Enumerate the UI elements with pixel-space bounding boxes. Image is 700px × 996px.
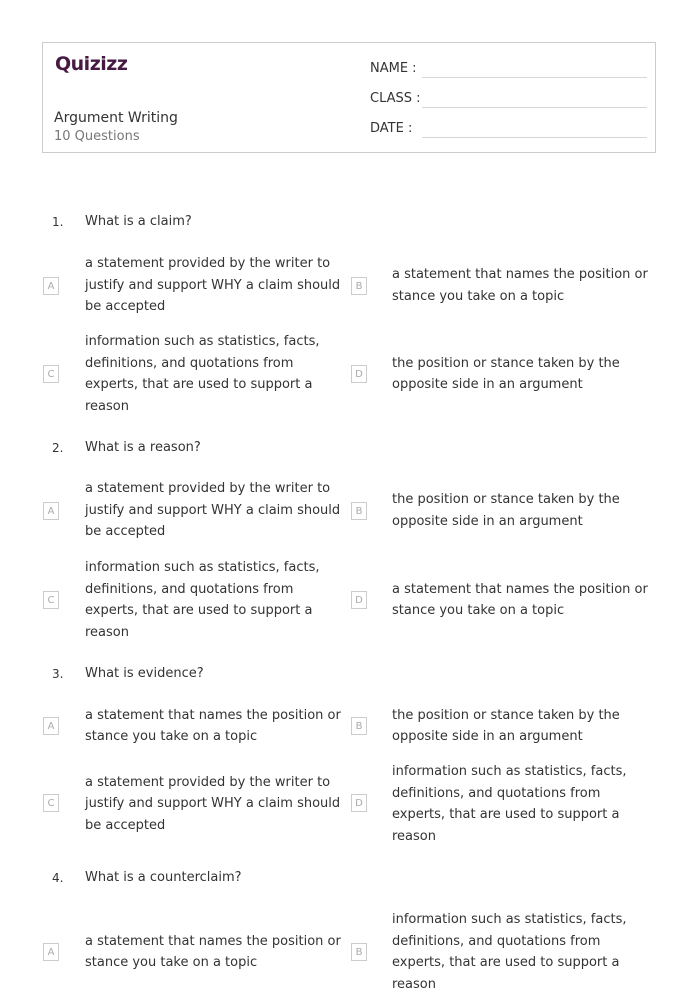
- class-label: CLASS :: [370, 91, 421, 106]
- name-field[interactable]: [370, 61, 647, 81]
- option-text: a statement that names the position or stance you take on a topic: [85, 933, 341, 970]
- option-text: a statement provided by the writer to justify and support WHY a claim should be accepted: [85, 481, 341, 540]
- option-letter[interactable]: B: [351, 277, 367, 295]
- option-letter[interactable]: C: [43, 794, 59, 812]
- question-number: 4.: [52, 871, 64, 885]
- class-field[interactable]: [370, 91, 647, 111]
- question-number: 1.: [52, 215, 64, 229]
- option-text: a statement provided by the writer to justify and support WHY a claim should be accepted: [85, 774, 341, 833]
- option-letter[interactable]: B: [351, 943, 367, 961]
- option-letter[interactable]: A: [43, 277, 59, 295]
- question-number: 3.: [52, 667, 64, 681]
- option-text: a statement that names the position or stance you take on a topic: [85, 707, 341, 744]
- worksheet-title: Argument Writing: [54, 110, 178, 126]
- name-label: NAME :: [370, 61, 417, 76]
- option-text: the position or stance taken by the opposite side in an argument: [392, 355, 620, 392]
- worksheet-header: [42, 42, 656, 153]
- question-text: What is a reason?: [85, 440, 201, 455]
- option-letter[interactable]: D: [351, 365, 367, 383]
- date-field[interactable]: [370, 121, 647, 141]
- class-line: [422, 107, 647, 108]
- date-label: DATE :: [370, 121, 413, 136]
- option-text: information such as statistics, facts, definitions, and quotations from experts, that are used to support a reason: [392, 764, 627, 844]
- option-letter[interactable]: B: [351, 502, 367, 520]
- question-text: What is a counterclaim?: [85, 870, 242, 885]
- option-letter[interactable]: C: [43, 365, 59, 383]
- option-letter[interactable]: B: [351, 717, 367, 735]
- option-letter[interactable]: D: [351, 591, 367, 609]
- question-text: What is a claim?: [85, 214, 192, 229]
- option-letter[interactable]: A: [43, 502, 59, 520]
- option-text: the position or stance taken by the opposite side in an argument: [392, 707, 620, 744]
- option-letter[interactable]: C: [43, 591, 59, 609]
- quizizz-logo: Quizizz: [55, 53, 128, 75]
- option-letter[interactable]: D: [351, 794, 367, 812]
- question-text: What is evidence?: [85, 666, 204, 681]
- option-text: the position or stance taken by the opposite side in an argument: [392, 492, 620, 529]
- name-line: [422, 77, 647, 78]
- option-text: a statement that names the position or stance you take on a topic: [392, 581, 648, 618]
- option-letter[interactable]: A: [43, 717, 59, 735]
- option-text: a statement provided by the writer to justify and support WHY a claim should be accepted: [85, 256, 341, 315]
- option-text: a statement that names the position or stance you take on a topic: [392, 267, 648, 304]
- question-count: 10 Questions: [54, 129, 140, 144]
- question-number: 2.: [52, 441, 64, 455]
- date-line: [422, 137, 647, 138]
- option-text: information such as statistics, facts, definitions, and quotations from experts, that are used to support a reason: [85, 334, 320, 414]
- option-text: information such as statistics, facts, definitions, and quotations from experts, that are used to support a reason: [85, 560, 320, 640]
- option-text: information such as statistics, facts, definitions, and quotations from experts, that are used to support a reason: [392, 912, 627, 992]
- option-letter[interactable]: A: [43, 943, 59, 961]
